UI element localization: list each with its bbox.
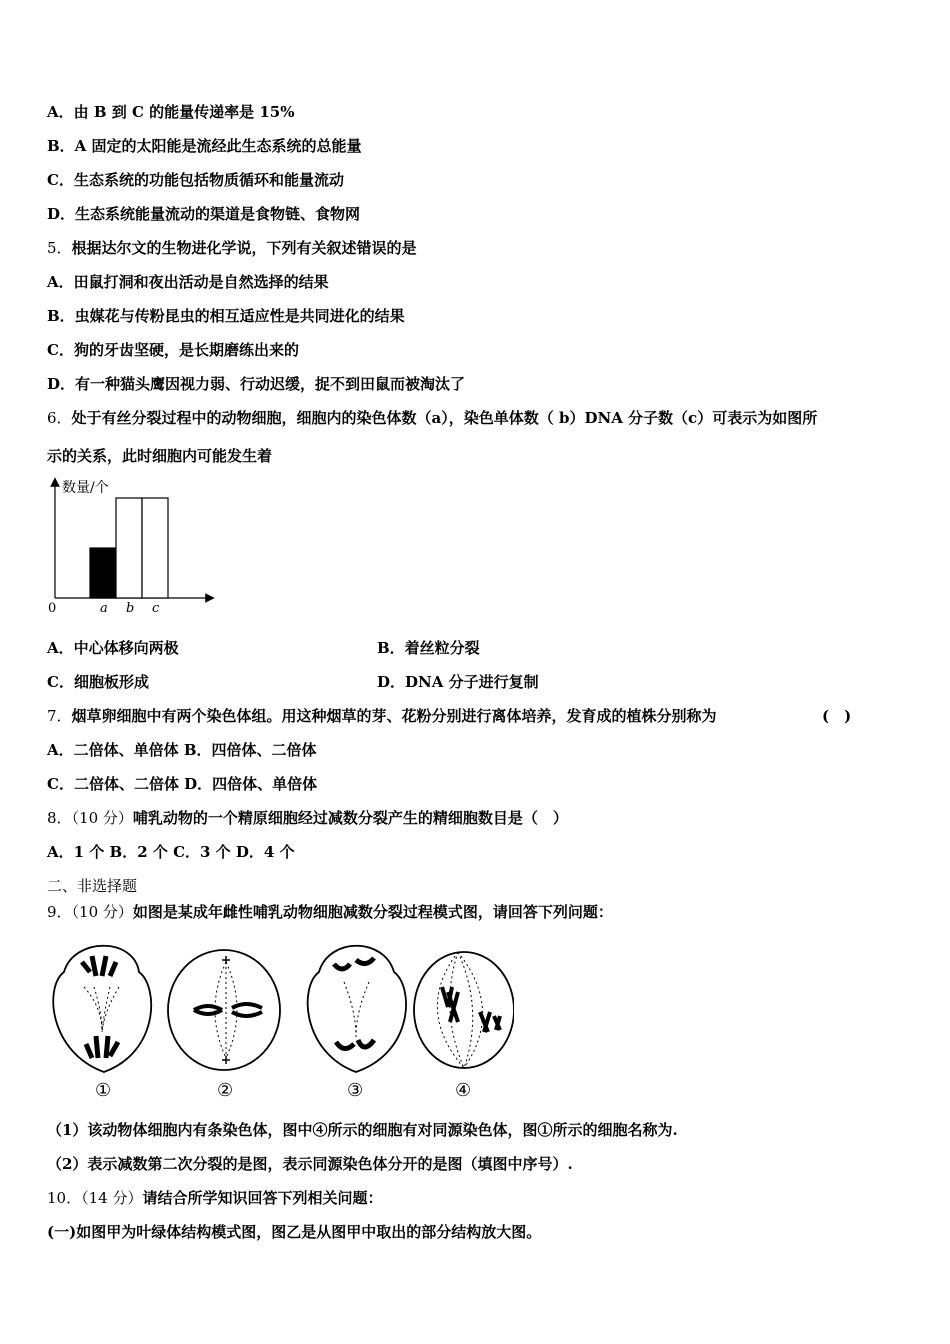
q7-options-2: C．二倍体、二倍体 D．四倍体、单倍体 (47, 775, 318, 793)
bar-label-b: b (126, 601, 135, 616)
q4-option-a: A．由 B 到 C 的能量传递率是 15% (47, 103, 295, 121)
chart-origin-label: 0 (48, 601, 57, 616)
q5-stem (47, 238, 417, 258)
q6-option-a: A．中心体移向两极 (47, 639, 179, 657)
q5-option-d: D．有一种猫头鹰因视力弱、行动迟缓，捉不到田鼠而被淘汰了 (47, 375, 466, 393)
chart-ylabel: 数量/个 (62, 480, 109, 496)
q5-option-a: A．田鼠打洞和夜出活动是自然选择的结果 (47, 273, 329, 291)
bar-c (142, 498, 168, 598)
q6-stem-line1 (47, 408, 817, 428)
q8-stem (47, 808, 568, 828)
q6-option-b: B．着丝粒分裂 (377, 639, 480, 657)
q9-cell-division-figure (44, 932, 514, 1104)
bar-b (116, 498, 142, 598)
q5-stem-text: 根据达尔文的生物进化学说，下列有关叙述错误的是 (71, 239, 417, 257)
q7-options-1: A．二倍体、单倍体 B．四倍体、二倍体 (47, 741, 317, 759)
cell-2-diagram (168, 950, 280, 1070)
cell-1-diagram (53, 946, 151, 1072)
q7-number: 7． (47, 707, 72, 725)
bar-a (90, 548, 116, 598)
q5-number: 5． (47, 239, 72, 257)
q4-option-b: B．A 固定的太阳能是流经此生态系统的总能量 (47, 137, 362, 155)
cell-label-4: ④ (455, 1080, 472, 1101)
q10-stem-text: 请结合所学知识回答下列相关问题： (142, 1189, 383, 1207)
q9-stem-text: 如图是某成年雌性哺乳动物细胞减数分裂过程模式图，请回答下列问题： (132, 903, 613, 921)
cell-label-1: ① (95, 1080, 112, 1101)
q7-bracket: ( ) (822, 707, 852, 725)
q5-option-c: C．狗的牙齿坚硬，是长期磨练出来的 (47, 341, 299, 359)
q9-stem (47, 902, 613, 922)
q7-stem (47, 706, 717, 726)
q8-options: A．1 个 B．2 个 C．3 个 D．4 个 (47, 843, 295, 861)
cell-label-3: ③ (347, 1080, 364, 1101)
section-heading: 二、非选择题 (47, 877, 138, 895)
q10-number: 10．（14 分） (47, 1189, 143, 1207)
q4-option-c: C．生态系统的功能包括物质循环和能量流动 (47, 171, 344, 189)
q4-option-d: D．生态系统能量流动的渠道是食物链、食物网 (47, 205, 361, 223)
q9-sub2: （2）表示减数第二次分裂的是图，表示同源染色体分开的是图（填图中序号）. (47, 1155, 573, 1173)
q9-sub1: （1）该动物体细胞内有条染色体，图中④所示的细胞有对同源染色体，图①所示的细胞名称为. (47, 1121, 678, 1139)
q6-number: 6． (47, 409, 72, 427)
q8-number: 8．（10 分） (47, 809, 133, 827)
q9-number: 9．（10 分） (47, 903, 133, 921)
q6-option-d: D．DNA 分子进行复制 (377, 673, 539, 691)
cell-3-diagram (308, 946, 406, 1072)
cell-label-2: ② (217, 1080, 234, 1101)
bar-label-a: a (100, 601, 108, 616)
cell-4-diagram (414, 952, 514, 1068)
q7-stem-text: 烟草卵细胞中有两个染色体组。用这种烟草的芽、花粉分别进行离体培养，发育成的植株分别称为 (71, 707, 717, 725)
bar-label-c: c (152, 601, 160, 616)
q6-stem-text: 处于有丝分裂过程中的动物细胞，细胞内的染色体数（a），染色单体数（ b）DNA 分子数（c）可表示为如图所 (71, 409, 818, 427)
q6-stem-line2: 示的关系，此时细胞内可能发生着 (47, 447, 273, 465)
q6-bar-chart (40, 474, 220, 616)
q10-stem (47, 1188, 382, 1208)
q8-stem-text: 哺乳动物的一个精原细胞经过减数分裂产生的精细胞数目是（ ） (132, 809, 568, 827)
q5-option-b: B．虫媒花与传粉昆虫的相互适应性是共同进化的结果 (47, 307, 405, 325)
q10-sub1: (一)如图甲为叶绿体结构模式图，图乙是从图甲中取出的部分结构放大图。 (47, 1223, 542, 1241)
q6-option-c: C．细胞板形成 (47, 673, 149, 691)
